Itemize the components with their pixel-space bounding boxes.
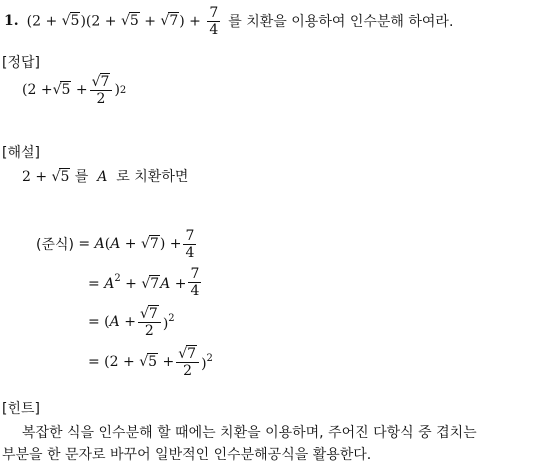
problem-line [4,4,453,38]
hint-label: [힌트] [2,401,40,417]
answer-label: [정답] [2,55,40,71]
hint-line-2: 부분을 한 문자로 바꾸어 일반적인 인수분해공식을 활용한다. [2,447,372,463]
equation-row-2: = $A^2 + √7A$ + $\frac{7}{4}$ [88,265,200,299]
problem-instruction: 를 치환을 이용하여 인수분해 하여라. [228,14,454,30]
equation-row-3: = (A + $\frac{√7}{2}$ )$^2$ [88,305,175,339]
equation-row-4: = (2 + √5 + $\frac{√7}{2}$ )$^2$ [88,345,213,379]
substitute-word: 를 [74,169,89,185]
solution-label: [해설] [2,145,40,161]
problem-number: 1. [4,13,19,29]
given-label: (준식) [36,237,74,253]
answer-expression: (2 + √5 + $\frac{√7}{2}$ ) 2 [22,73,127,107]
problem-expression: (2 + √5)(2 + √5 + √7) + $\frac{7}{4}$ [26,4,219,38]
equation-row-1: (준식) = A(A + √7) + $\frac{7}{4}$ [36,227,195,261]
hint-line-1: 복잡한 식을 인수분해 할 때에는 치환을 이용하며, 주어진 다항식 중 겹치는 [22,425,477,441]
substitute-tail: 로 치환하면 [116,169,189,185]
substitution-line: 2 + √5 를 A 로 치환하면 [22,169,189,185]
